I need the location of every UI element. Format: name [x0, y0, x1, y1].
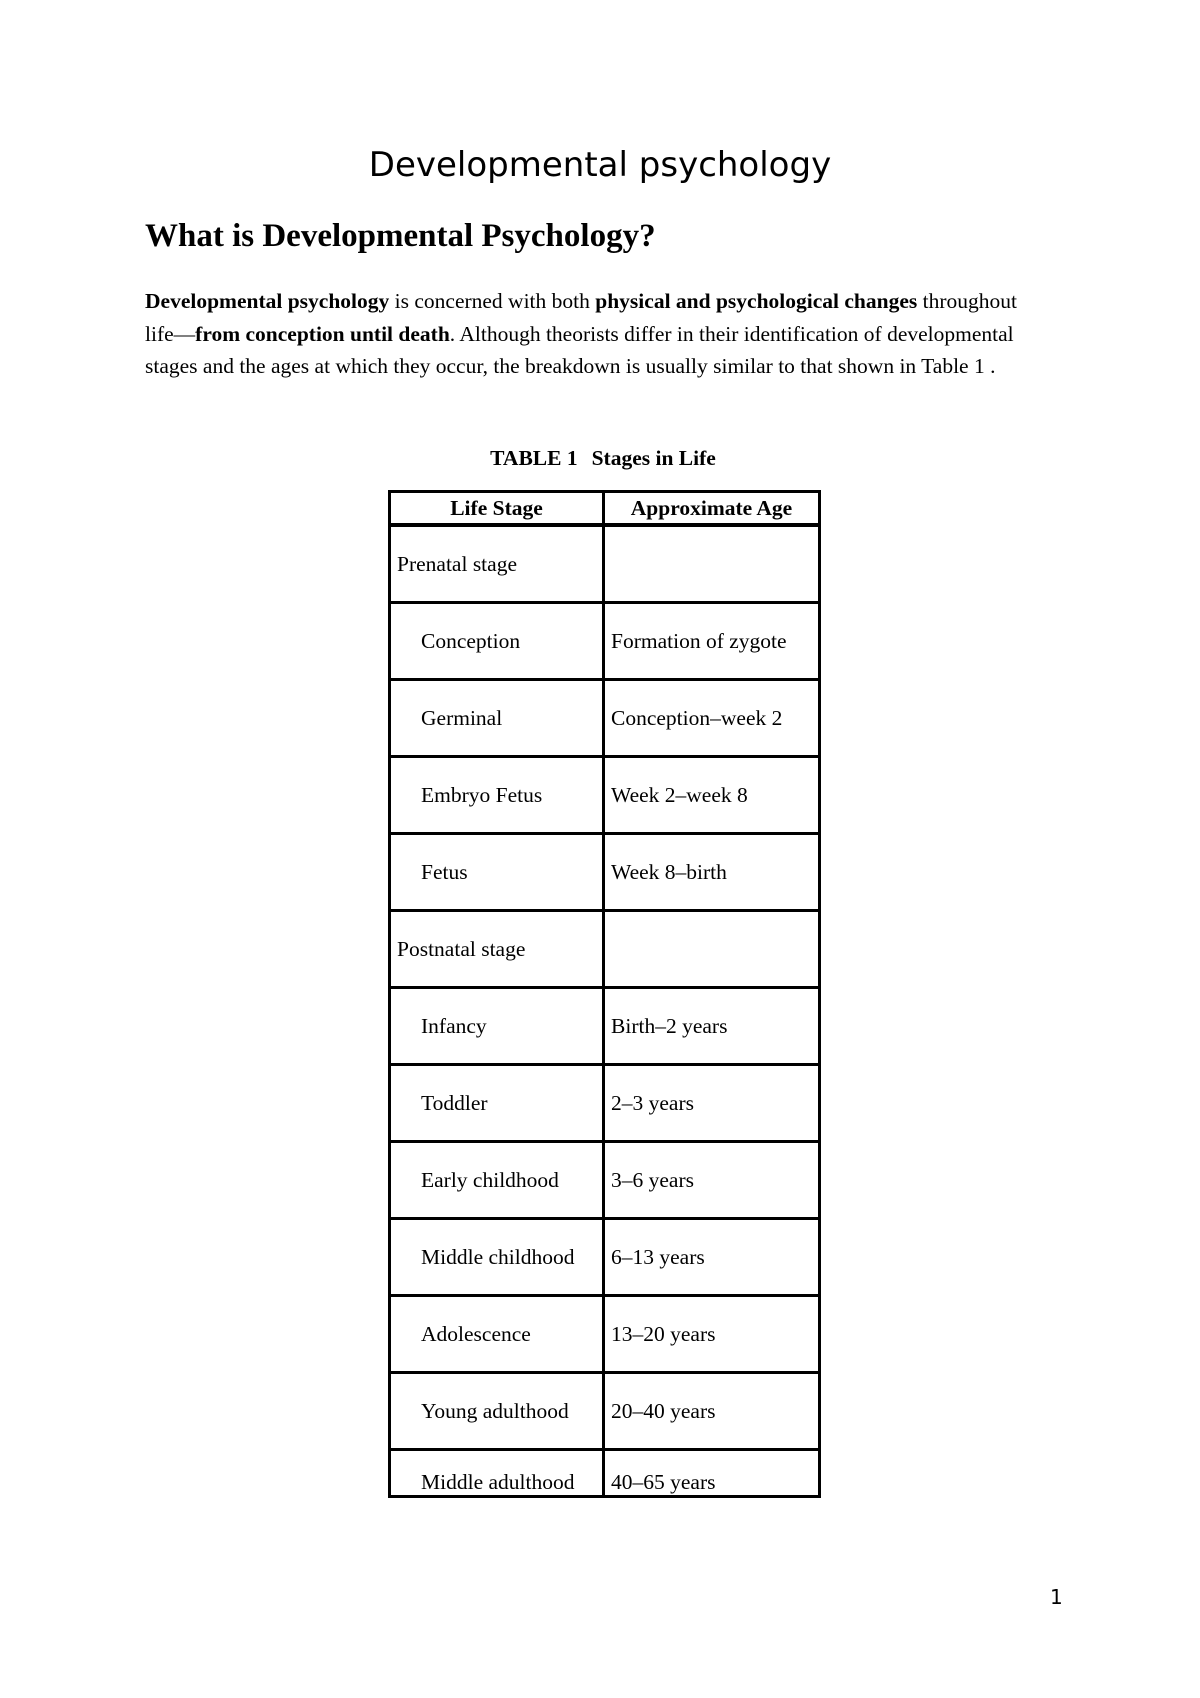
life-stage-cell: Young adulthood	[390, 1373, 604, 1450]
table-caption	[388, 443, 818, 473]
life-stage-cell: Germinal	[390, 680, 604, 757]
page-title: Developmental psychology	[368, 145, 832, 185]
table-row	[390, 911, 820, 988]
table-row	[390, 757, 820, 834]
table-row	[390, 603, 820, 680]
intro-emphasis-1: physical and psychological changes	[595, 289, 918, 313]
age-cell: Week 2–week 8	[604, 757, 820, 834]
life-stage-cell: Conception	[390, 603, 604, 680]
table-row	[390, 834, 820, 911]
intro-emphasis-2: from conception until death	[195, 321, 450, 346]
life-stage-cell: Adolescence	[390, 1296, 604, 1373]
table-row	[390, 525, 820, 603]
life-stage-cell: Embryo Fetus	[390, 757, 604, 834]
table-row	[390, 1142, 820, 1219]
table-row	[390, 1065, 820, 1142]
table-row	[390, 1450, 820, 1497]
column-header-life-stage: Life Stage	[390, 492, 604, 526]
age-cell: 3–6 years	[604, 1142, 820, 1219]
age-cell: 6–13 years	[604, 1219, 820, 1296]
age-cell: 20–40 years	[604, 1373, 820, 1450]
age-cell: 13–20 years	[604, 1296, 820, 1373]
column-header-approximate-age: Approximate Age	[604, 492, 820, 526]
age-cell: 40–65 years	[604, 1450, 820, 1497]
age-cell: Formation of zygote	[604, 603, 820, 680]
table-row	[390, 680, 820, 757]
table-header-row	[390, 492, 820, 526]
table-row	[390, 1296, 820, 1373]
intro-term: Developmental psychology	[145, 289, 390, 313]
age-cell: Week 8–birth	[604, 834, 820, 911]
age-cell: 2–3 years	[604, 1065, 820, 1142]
intro-paragraph	[145, 285, 1045, 383]
age-cell: Birth–2 years	[604, 988, 820, 1065]
stages-table	[388, 490, 821, 1498]
intro-text-2: throughout life—	[145, 289, 1017, 346]
age-cell	[604, 911, 820, 988]
age-cell	[604, 525, 820, 603]
table-caption-title: Stages in Life	[591, 446, 716, 470]
table-row	[390, 1373, 820, 1450]
life-stage-cell: Early childhood	[390, 1142, 604, 1219]
life-stage-cell: Fetus	[390, 834, 604, 911]
age-cell: Conception–week 2	[604, 680, 820, 757]
table-caption-number: TABLE 1	[490, 446, 578, 470]
section-heading: What is Developmental Psychology?	[145, 218, 656, 254]
table-row	[390, 988, 820, 1065]
life-stage-cell: Postnatal stage	[390, 911, 604, 988]
page-number: 1	[1050, 1585, 1063, 1609]
life-stage-cell: Middle childhood	[390, 1219, 604, 1296]
table-row	[390, 1219, 820, 1296]
intro-text-3: . Although theorists differ in their identification of developmental stages and the ages at which they occur, the breakdown is usually similar to that shown in Table 1 .	[145, 321, 1014, 378]
life-stage-cell: Middle adulthood	[390, 1450, 604, 1497]
life-stage-cell: Infancy	[390, 988, 604, 1065]
life-stage-cell: Toddler	[390, 1065, 604, 1142]
life-stage-cell: Prenatal stage	[390, 525, 604, 603]
intro-text-1: is concerned with both	[389, 289, 596, 313]
